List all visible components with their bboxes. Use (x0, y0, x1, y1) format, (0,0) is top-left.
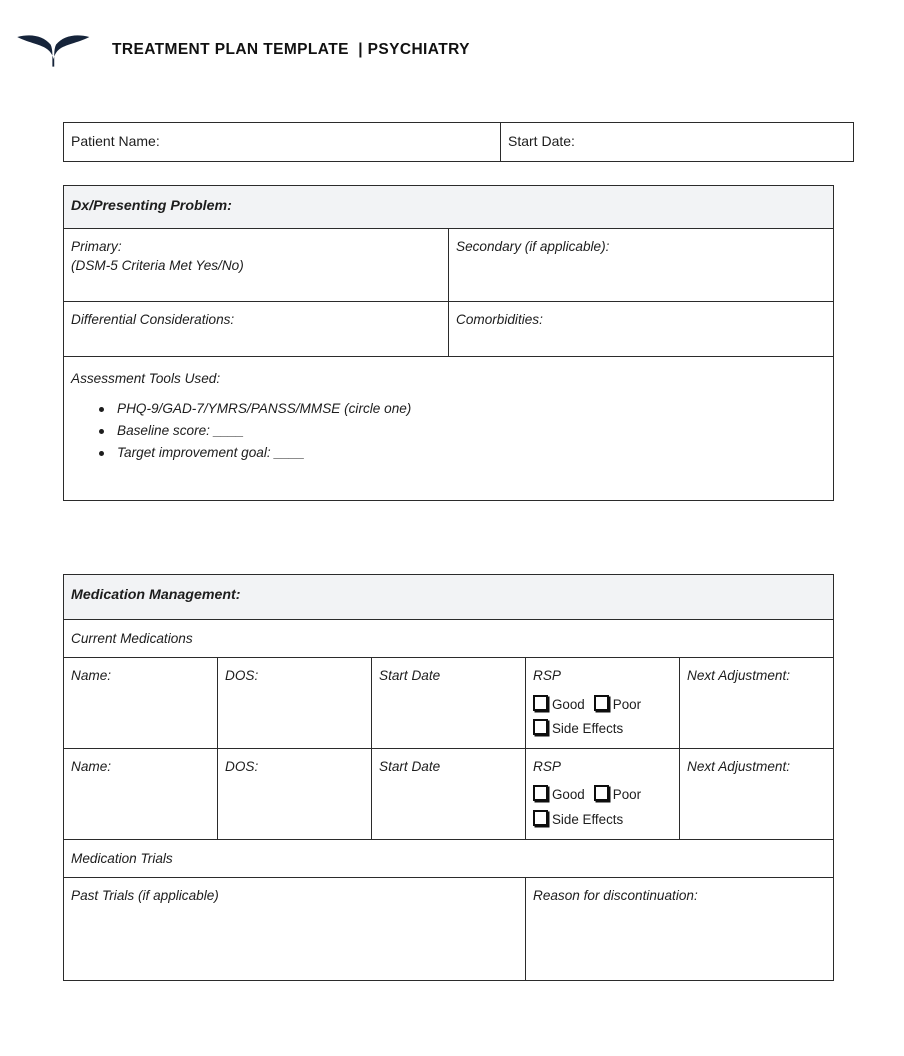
list-item: Baseline score: ____ (117, 420, 827, 442)
response-option-good-label: Good (552, 787, 585, 803)
next-adjustment-label: Next Adjustment: (687, 668, 791, 684)
response-options-group (533, 693, 673, 743)
medication-name-cell[interactable] (64, 658, 218, 749)
response-option-poor[interactable] (594, 787, 641, 802)
medication-dose-cell[interactable] (218, 658, 372, 749)
current-medications-label: Current Medications (64, 620, 834, 658)
medication-management-table (63, 574, 834, 981)
differential-considerations-cell[interactable] (64, 302, 449, 357)
medication-response-cell[interactable] (526, 658, 680, 749)
medication-start-date-cell[interactable] (372, 658, 526, 749)
page-title: TREATMENT PLAN TEMPLATE | PSYCHIATRY (112, 41, 470, 58)
response-option-side-effects-label: Side Effects (552, 812, 624, 828)
response-option-side-effects-label: Side Effects (552, 721, 624, 737)
list-item: PHQ-9/GAD-7/YMRS/PANSS/MMSE (circle one) (117, 398, 827, 420)
patient-name-cell[interactable] (64, 123, 501, 162)
checkbox-good-icon[interactable] (533, 785, 548, 801)
table-row (64, 878, 834, 981)
medication-start-date-label: Start Date (379, 668, 441, 684)
primary-dx-cell[interactable] (64, 229, 449, 302)
response-option-side-effects[interactable] (533, 721, 623, 736)
medication-dose-label: DOS: (225, 668, 259, 684)
primary-dx-label: Primary: (71, 239, 122, 254)
dx-section-heading: Dx/Presenting Problem: (64, 186, 834, 229)
dx-presenting-problem-table (63, 185, 834, 501)
wing-bird-logo-icon (16, 28, 90, 72)
response-label: RSP (533, 668, 561, 684)
checkbox-side-effects-icon[interactable] (533, 719, 548, 735)
patient-info-table (63, 122, 854, 162)
response-label: RSP (533, 759, 561, 775)
response-option-poor-label: Poor (612, 787, 642, 803)
primary-dx-note: (DSM-5 Criteria Met Yes/No) (71, 258, 244, 274)
medication-section-heading: Medication Management: (64, 575, 834, 620)
start-date-label: Start Date: (508, 133, 575, 149)
medication-name-label: Name: (71, 668, 112, 684)
assessment-tools-list (71, 398, 827, 464)
past-trials-cell[interactable] (64, 878, 526, 981)
secondary-dx-cell[interactable] (449, 229, 834, 302)
checkbox-poor-icon[interactable] (594, 785, 609, 801)
past-trials-label: Past Trials (if applicable) (71, 888, 219, 904)
comorbidities-label: Comorbidities: (456, 312, 543, 327)
response-option-good[interactable] (533, 697, 585, 712)
table-row (64, 658, 834, 749)
start-date-cell[interactable] (501, 123, 854, 162)
checkbox-side-effects-icon[interactable] (533, 810, 548, 826)
medication-name-cell[interactable] (64, 749, 218, 840)
assessment-tools-cell[interactable] (64, 357, 834, 501)
response-option-poor[interactable] (594, 697, 641, 712)
medication-name-label: Name: (71, 759, 112, 775)
table-row (64, 229, 834, 302)
table-row (64, 123, 854, 162)
table-row (64, 302, 834, 357)
response-option-good-label: Good (552, 696, 585, 712)
medication-dose-cell[interactable] (218, 749, 372, 840)
medication-dose-label: DOS: (225, 759, 259, 775)
medication-section-header-row (64, 575, 834, 620)
medication-response-cell[interactable] (526, 749, 680, 840)
table-row (64, 620, 834, 658)
medication-start-date-label: Start Date (379, 759, 441, 775)
response-option-good[interactable] (533, 787, 585, 802)
response-options-group (533, 783, 673, 833)
assessment-tools-label: Assessment Tools Used: (71, 371, 221, 386)
medication-next-adjustment-cell[interactable] (680, 749, 834, 840)
table-row (64, 357, 834, 501)
table-row (64, 840, 834, 878)
checkbox-good-icon[interactable] (533, 695, 548, 711)
list-item: Target improvement goal: ____ (117, 442, 827, 464)
medication-trials-label: Medication Trials (64, 840, 834, 878)
table-row (64, 749, 834, 840)
response-option-poor-label: Poor (612, 696, 642, 712)
document-header (0, 0, 904, 100)
next-adjustment-label: Next Adjustment: (687, 759, 791, 775)
discontinuation-reason-label: Reason for discontinuation: (533, 888, 698, 904)
differential-considerations-label: Differential Considerations: (71, 312, 235, 327)
dx-section-header-row (64, 186, 834, 229)
checkbox-poor-icon[interactable] (594, 695, 609, 711)
secondary-dx-label: Secondary (if applicable): (456, 239, 610, 254)
medication-next-adjustment-cell[interactable] (680, 658, 834, 749)
response-option-side-effects[interactable] (533, 812, 623, 827)
medication-start-date-cell[interactable] (372, 749, 526, 840)
comorbidities-cell[interactable] (449, 302, 834, 357)
discontinuation-reason-cell[interactable] (526, 878, 834, 981)
patient-name-label: Patient Name: (71, 133, 160, 149)
